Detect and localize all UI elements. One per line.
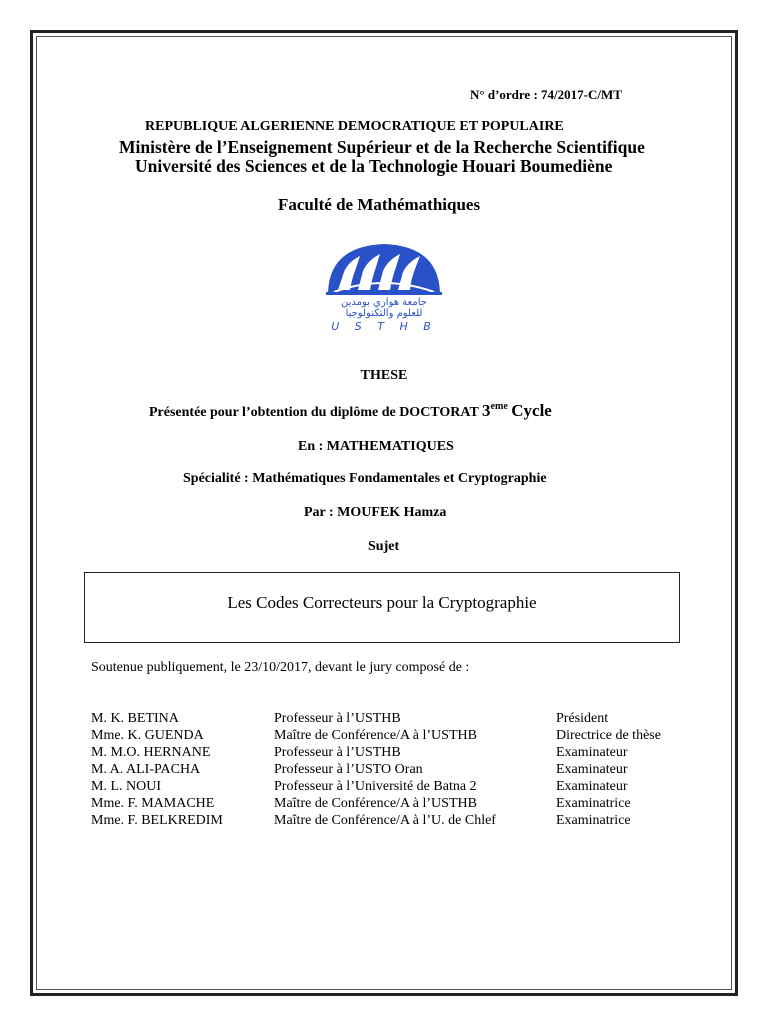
ministry-heading: Ministère de l’Enseignement Supérieur et de la Recherche Scientifique	[119, 137, 645, 157]
usthb-logo	[316, 238, 452, 333]
subject-title: Les Codes Correcteurs pour la Cryptographie	[227, 593, 537, 612]
subject-box	[84, 572, 680, 643]
republic-heading: REPUBLIQUE ALGERIENNE DEMOCRATIQUE ET POPULAIRE	[145, 119, 564, 134]
jury-name: M. L. NOUI	[91, 779, 161, 794]
logo-latin: U S T H B	[331, 320, 437, 333]
jury-title: Maître de Conférence/A à l’USTHB	[274, 796, 477, 811]
presented-line	[149, 401, 552, 421]
jury-title: Professeur à l’USTHB	[274, 745, 401, 760]
jury-row	[0, 762, 768, 779]
jury-row	[0, 813, 768, 830]
subject-label: Sujet	[368, 539, 400, 554]
jury-name: M. A. ALI-PACHA	[91, 762, 201, 777]
jury-name: Mme. F. BELKREDIM	[91, 813, 223, 828]
order-number: N° d’ordre : 74/2017-C/MT	[470, 87, 622, 102]
jury-title: Professeur à l’USTO Oran	[274, 762, 423, 777]
cycle-word: Cycle	[511, 401, 552, 420]
presented-prefix: Présentée pour l’obtention du diplôme de DOCTORAT	[149, 405, 479, 420]
speciality-line: Spécialité : Mathématiques Fondamentales et Cryptographie	[183, 471, 547, 486]
jury-role: Examinateur	[556, 745, 628, 760]
jury-role: Examinateur	[556, 779, 628, 794]
jury-name: Mme. F. MAMACHE	[91, 796, 215, 811]
defense-statement: Soutenue publiquement, le 23/10/2017, devant le jury composé de :	[91, 660, 470, 675]
author-line: Par : MOUFEK Hamza	[304, 505, 447, 520]
jury-role: Président	[556, 711, 609, 726]
jury-role: Directrice de thèse	[556, 728, 661, 743]
logo-arabic-line1: جامعة هواري بومدين	[341, 297, 427, 308]
jury-name: M. K. BETINA	[91, 711, 179, 726]
cycle-number: 3	[482, 401, 491, 420]
logo-arabic-line2: للعلوم والتكنولوجيا	[345, 308, 423, 319]
jury-row	[0, 728, 768, 745]
jury-title: Maître de Conférence/A à l’U. de Chlef	[274, 813, 496, 828]
jury-role: Examinateur	[556, 762, 628, 777]
jury-row	[0, 779, 768, 796]
jury-role: Examinatrice	[556, 796, 631, 811]
jury-row	[0, 745, 768, 762]
jury-name: Mme. K. GUENDA	[91, 728, 204, 743]
jury-title: Professeur à l’USTHB	[274, 711, 401, 726]
jury-row	[0, 711, 768, 728]
thesis-label: THESE	[360, 368, 408, 383]
jury-name: M. M.O. HERNANE	[91, 745, 211, 760]
jury-title: Professeur à l’Université de Batna 2	[274, 779, 477, 794]
jury-row	[0, 796, 768, 813]
field-line: En : MATHEMATIQUES	[298, 439, 454, 454]
faculty-heading: Faculté de Mathémathiques	[278, 195, 481, 214]
university-heading: Université des Sciences et de la Technologie Houari Boumediène	[135, 156, 613, 176]
jury-role: Examinatrice	[556, 813, 631, 828]
jury-title: Maître de Conférence/A à l’USTHB	[274, 728, 477, 743]
cycle-superscript: eme	[490, 401, 508, 412]
